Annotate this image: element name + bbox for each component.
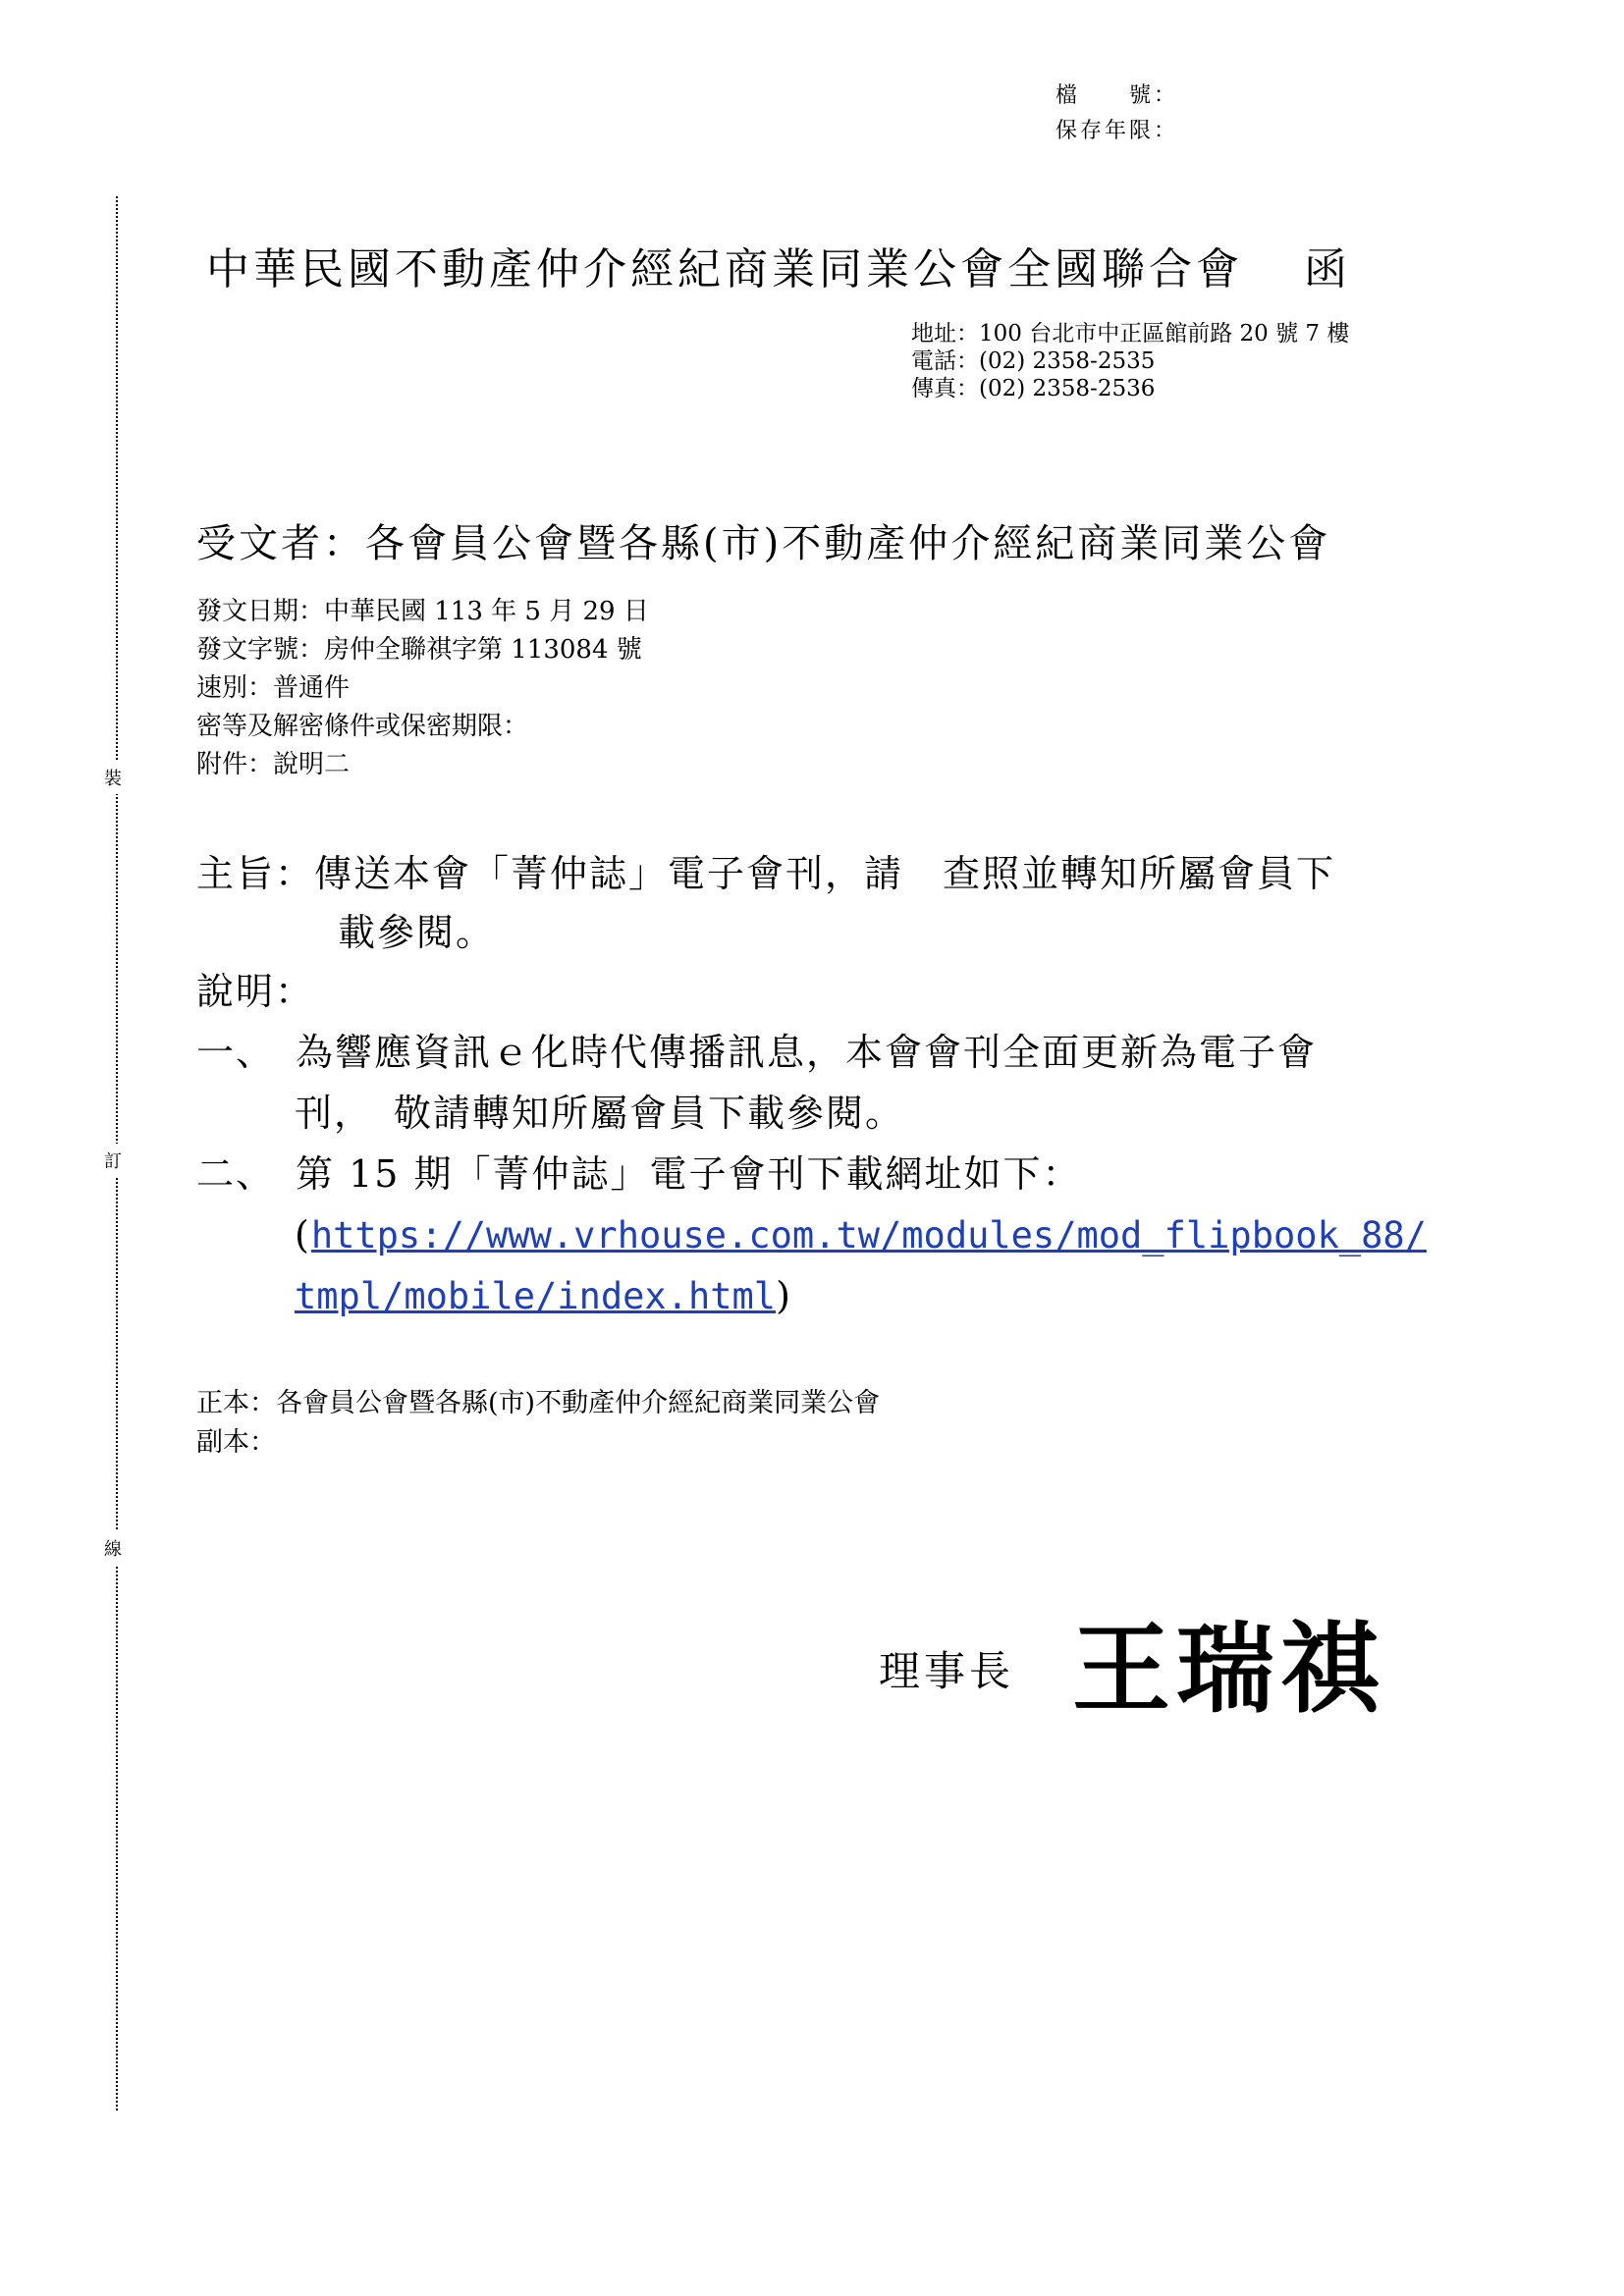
- issue-date: 發文日期：中華民國 113 年 5 月 29 日: [196, 597, 649, 626]
- binding-mark-zhuang: 裝: [104, 761, 122, 794]
- signature-name: 王瑞祺: [1072, 1612, 1384, 1727]
- file-number-label: 檔 號：: [1056, 83, 1179, 108]
- fax: 傳真：(02) 2358-2536: [911, 376, 1156, 401]
- signer-title: 理事長: [879, 1647, 1015, 1695]
- distribution: [196, 1384, 880, 1463]
- retention-label: 保存年限：: [1056, 119, 1179, 143]
- confidentiality: 密等及解密條件或保密期限：: [196, 712, 529, 741]
- organization-name: 中華民國不動產仲介經紀商業同業公會全國聯合會: [206, 244, 1243, 294]
- main-recipient: 正本：各會員公會暨各縣(市)不動產仲介經紀商業同業公會: [196, 1388, 881, 1418]
- explanation-item-1-line-1: 一、 為響應資訊ｅ化時代傳播訊息，本會會刊全面更新為電子會: [196, 1031, 1318, 1074]
- download-link-part-1[interactable]: https://www.vrhouse.com.tw/modules/mod_flipbook_88/: [310, 1214, 1427, 1256]
- recipient: 受文者：各會員公會暨各縣(市)不動產仲介經紀商業同業公會: [196, 521, 1331, 566]
- doc-number: 發文字號：房仲全聯祺字第 113084 號: [196, 635, 642, 665]
- copy-recipient: 副本：: [196, 1427, 276, 1458]
- address: 地址：100 台北市中正區館前路 20 號 7 樓: [911, 321, 1350, 347]
- explanation-item-2-line-1: 二、 第 15 期「菁仲誌」電子會刊下載網址如下：: [196, 1152, 1082, 1196]
- link-open-paren: (: [295, 1213, 311, 1256]
- attachment: 附件：說明二: [196, 750, 351, 779]
- phone: 電話：(02) 2358-2535: [911, 348, 1156, 374]
- document-meta: [196, 593, 649, 784]
- download-link-part-2[interactable]: tmpl/mobile/index.html: [295, 1275, 777, 1317]
- explanation-item-1-line-2: 刊， 敬請轉知所屬會員下載參閱。: [295, 1092, 905, 1135]
- file-info: [1056, 79, 1178, 149]
- doc-type: 函: [1304, 244, 1351, 294]
- speed: 速別：普通件: [196, 673, 351, 703]
- explanation-label: 說明：: [196, 970, 315, 1013]
- subject-line-2: 載參閱。: [338, 911, 496, 954]
- contact-block: [911, 320, 1349, 402]
- binding-mark-ding: 訂: [104, 1144, 122, 1177]
- link-close-paren: ): [776, 1274, 792, 1317]
- download-link-line-2: [295, 1266, 792, 1326]
- subject-line-1: 主旨：傳送本會「菁仲誌」電子會刊，請 查照並轉知所屬會員下: [196, 852, 1336, 895]
- download-link-line-1: [295, 1205, 1427, 1265]
- letter-title: [206, 234, 1351, 296]
- binding-mark-xian: 線: [104, 1531, 122, 1565]
